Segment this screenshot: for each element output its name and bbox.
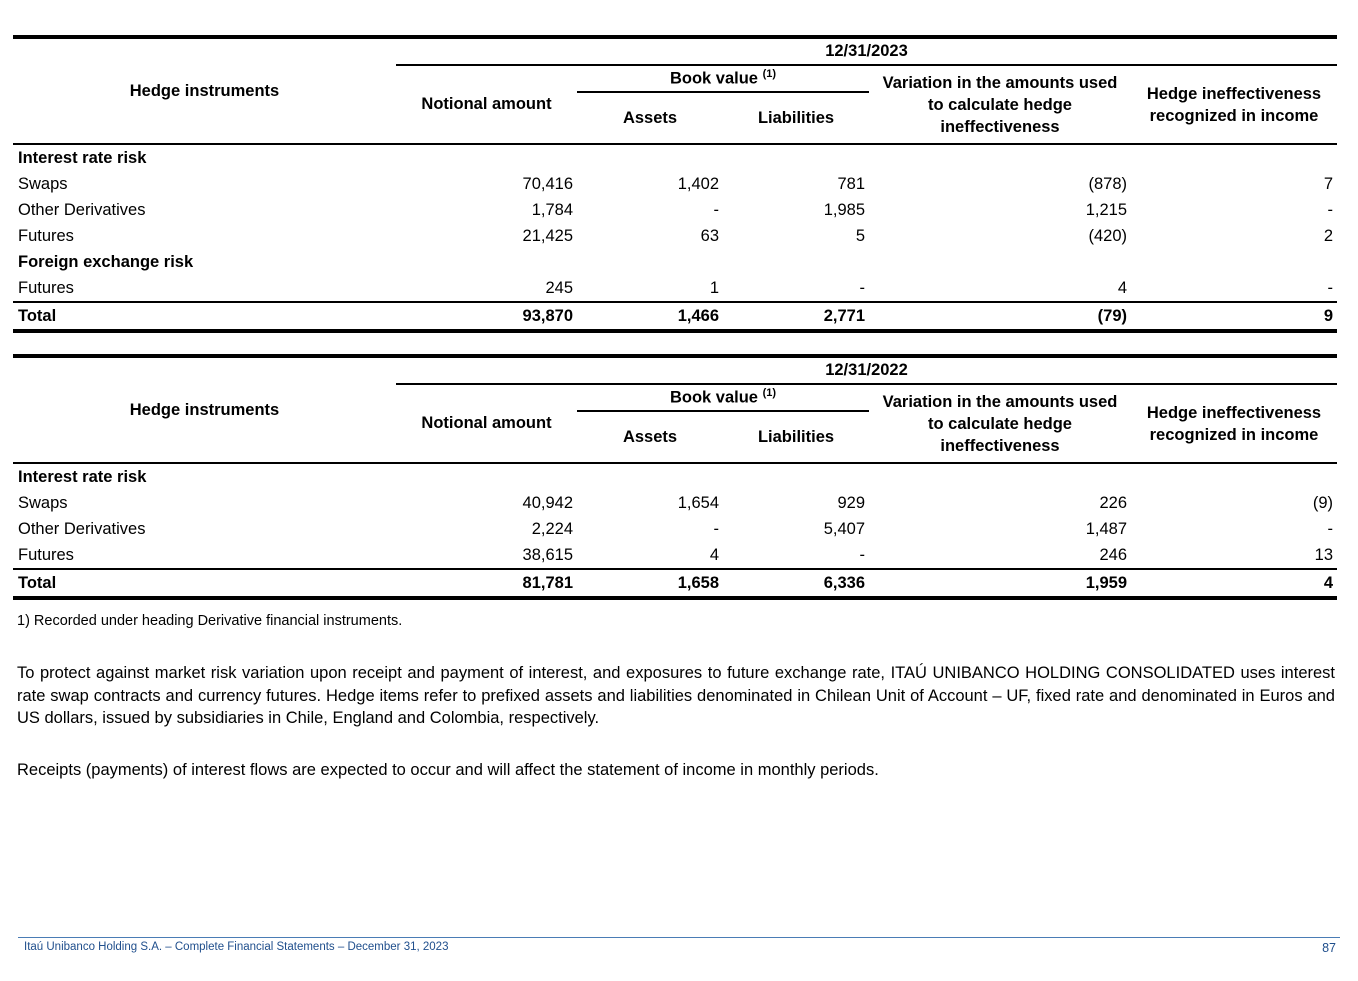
header-book-value [577, 384, 869, 411]
cell-liabilities: 5,407 [823, 519, 865, 538]
total-assets: 1,466 [577, 302, 723, 331]
header-assets: Assets [577, 92, 723, 144]
cell-liabilities: 781 [837, 174, 865, 193]
cell-variation: 226 [1099, 493, 1127, 512]
total-row [13, 302, 1337, 331]
section-title: Interest rate risk [18, 467, 147, 486]
total-notional: 81,781 [396, 569, 577, 598]
section-row [13, 463, 1337, 490]
cell-ineffectiveness: - [1327, 519, 1333, 538]
cell-variation: 1,215 [1085, 200, 1127, 219]
hedge-table-2022 [13, 354, 1337, 600]
row-name: Swaps [18, 174, 68, 193]
paragraph-hedge-description: To protect against market risk variation upon receipt and payment of interest, and exposures to future exchange rate, ITAÚ UNIBANCO HOLDING CONSOLIDATED uses interest rate swap contracts and currency futures. Hedge items refer to prefixed assets and liabilities denominated in Chilean Unit of Account – UF, fixed rate and denominated in Euros and US dollars, issued by subsidiaries in Chile, England and Colombia, respectively. [17, 664, 1335, 727]
total-ineffectiveness: 9 [1131, 302, 1337, 331]
book-value-footnote-ref: (1) [762, 68, 777, 81]
header-notional-amount: Notional amount [396, 65, 577, 144]
cell-ineffectiveness: 2 [1323, 226, 1333, 245]
cell-variation: 246 [1099, 545, 1127, 564]
cell-liabilities: - [859, 278, 865, 297]
cell-assets: 1,402 [677, 174, 719, 193]
cell-liabilities: 929 [837, 493, 865, 512]
header-ineffectiveness: Hedge ineffectiveness recognized in income [1131, 65, 1337, 144]
table-row [13, 171, 1337, 197]
section-row [13, 144, 1337, 171]
section-row [13, 249, 1337, 275]
table-row [13, 197, 1337, 223]
cell-notional: 2,224 [531, 519, 573, 538]
section-title: Foreign exchange risk [18, 252, 194, 271]
footer-title: Itaú Unibanco Holding S.A. – Complete Financial Statements – December 31, 2023 [24, 941, 449, 953]
cell-assets: 1,654 [677, 493, 719, 512]
cell-variation: 1,487 [1085, 519, 1127, 538]
row-name: Other Derivatives [18, 200, 146, 219]
header-hedge-instruments: Hedge instruments [13, 39, 396, 144]
book-value-label: Book value [669, 69, 758, 88]
footer-divider [18, 937, 1340, 938]
cell-liabilities: 5 [855, 226, 865, 245]
cell-ineffectiveness: - [1327, 278, 1333, 297]
cell-assets: - [713, 200, 719, 219]
cell-notional: 38,615 [522, 545, 573, 564]
header-liabilities: Liabilities [723, 411, 869, 463]
total-assets: 1,658 [577, 569, 723, 598]
header-assets: Assets [577, 411, 723, 463]
total-liabilities: 6,336 [723, 569, 869, 598]
table-row [13, 516, 1337, 542]
header-liabilities: Liabilities [723, 92, 869, 144]
section-title: Interest rate risk [18, 148, 147, 167]
cell-assets: - [713, 519, 719, 538]
header-book-value [577, 65, 869, 92]
table-2023 [13, 35, 1337, 333]
total-variation: 1,959 [869, 569, 1131, 598]
cell-variation: (420) [1088, 226, 1127, 245]
cell-ineffectiveness: - [1327, 200, 1333, 219]
table-row [13, 275, 1337, 302]
table-row [13, 490, 1337, 516]
total-label: Total [13, 302, 396, 331]
header-date: 12/31/2023 [396, 39, 1337, 65]
table-row [13, 542, 1337, 569]
cell-liabilities: 1,985 [823, 200, 865, 219]
cell-ineffectiveness: (9) [1312, 493, 1333, 512]
cell-assets: 4 [709, 545, 719, 564]
total-row [13, 569, 1337, 598]
footnote: 1) Recorded under heading Derivative financial instruments. [17, 613, 403, 629]
cell-notional: 70,416 [522, 174, 573, 193]
cell-variation: (878) [1088, 174, 1127, 193]
header-date: 12/31/2022 [396, 358, 1337, 384]
cell-ineffectiveness: 13 [1314, 545, 1333, 564]
header-hedge-instruments: Hedge instruments [13, 358, 396, 463]
row-name: Swaps [18, 493, 68, 512]
cell-assets: 1 [709, 278, 719, 297]
book-value-footnote-ref: (1) [762, 387, 777, 400]
header-notional-amount: Notional amount [396, 384, 577, 463]
cell-ineffectiveness: 7 [1323, 174, 1333, 193]
header-variation: Variation in the amounts used to calculate hedge ineffectiveness [869, 65, 1131, 144]
paragraph-interest-flows: Receipts (payments) of interest flows are expected to occur and will affect the statement of income in monthly periods. [17, 761, 879, 779]
cell-notional: 40,942 [522, 493, 573, 512]
table-2022 [13, 354, 1337, 600]
total-variation: (79) [869, 302, 1131, 331]
cell-notional: 21,425 [522, 226, 573, 245]
cell-liabilities: - [859, 545, 865, 564]
header-variation: Variation in the amounts used to calculate hedge ineffectiveness [869, 384, 1131, 463]
header-ineffectiveness: Hedge ineffectiveness recognized in income [1131, 384, 1337, 463]
row-name: Futures [18, 226, 74, 245]
row-name: Other Derivatives [18, 519, 146, 538]
row-name: Futures [18, 278, 74, 297]
total-liabilities: 2,771 [723, 302, 869, 331]
book-value-label: Book value [669, 388, 758, 407]
cell-variation: 4 [1117, 278, 1127, 297]
total-notional: 93,870 [396, 302, 577, 331]
total-ineffectiveness: 4 [1131, 569, 1337, 598]
row-name: Futures [18, 545, 74, 564]
hedge-table-2023 [13, 35, 1337, 333]
cell-assets: 63 [700, 226, 719, 245]
cell-notional: 1,784 [531, 200, 573, 219]
page-number: 87 [1322, 941, 1336, 955]
table-row [13, 223, 1337, 249]
cell-notional: 245 [545, 278, 573, 297]
total-label: Total [13, 569, 396, 598]
